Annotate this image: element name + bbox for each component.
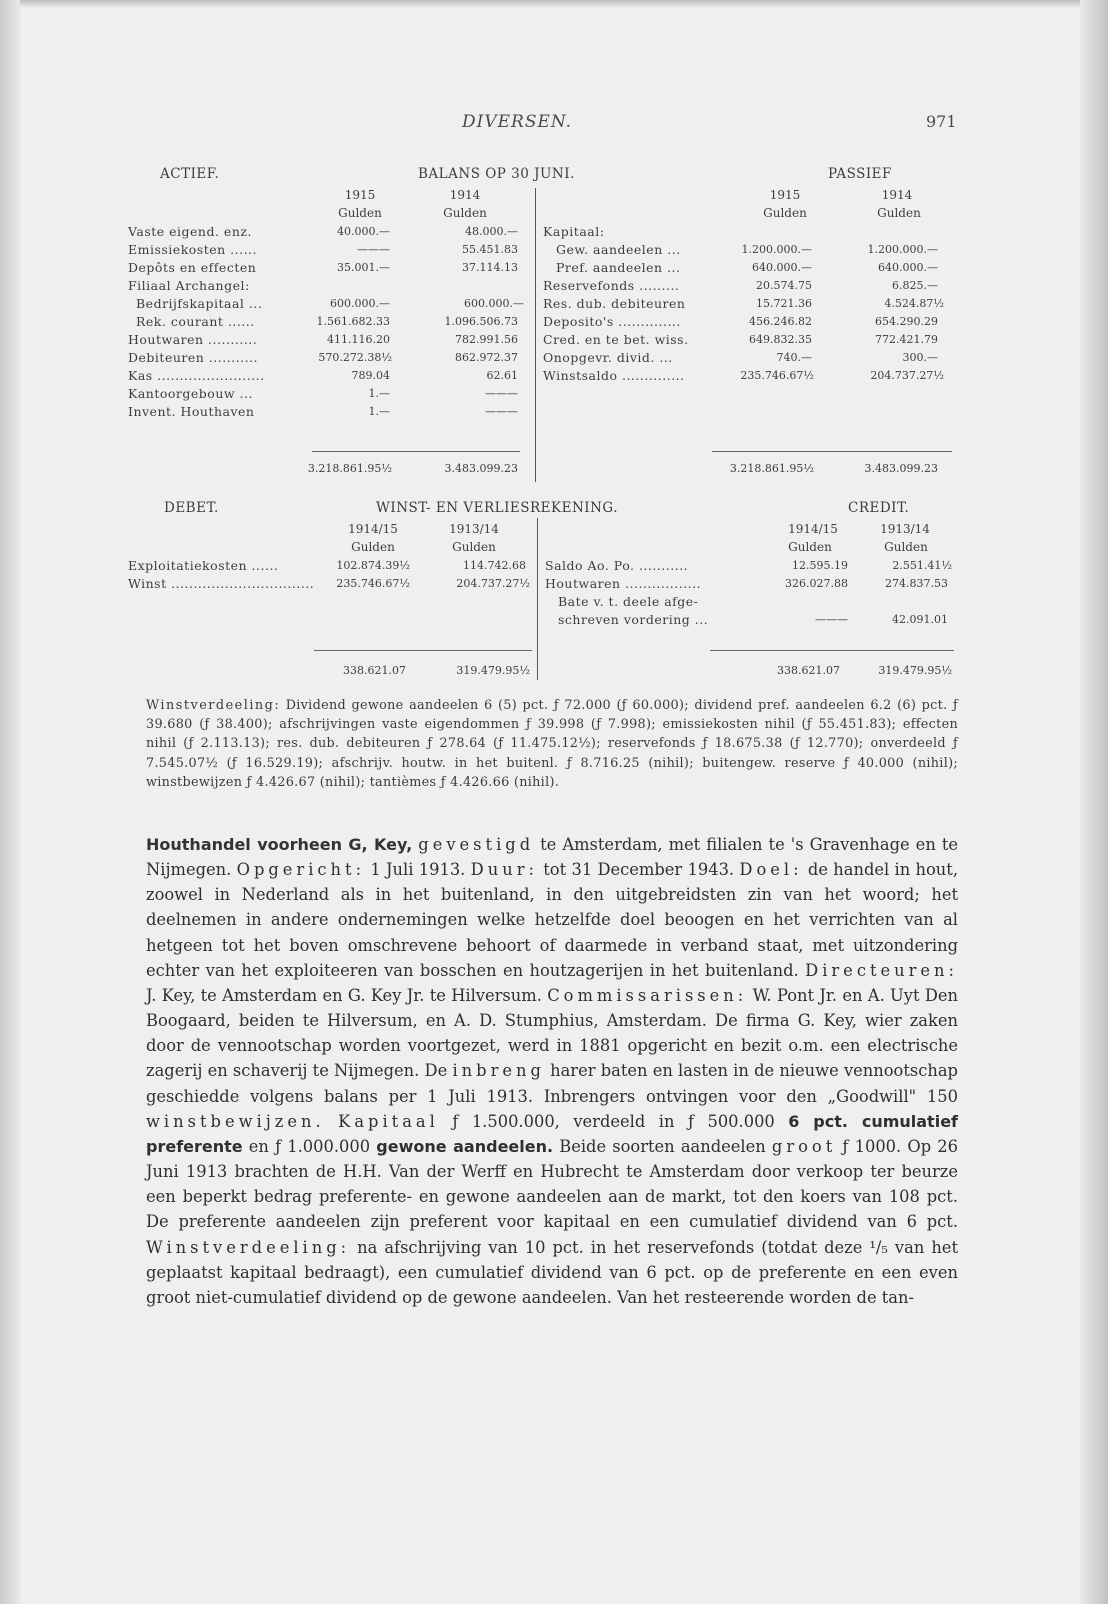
actief-row-1914: 48.000.— [465,225,518,238]
debet-col-unit-b: Gulden [452,540,496,554]
actief-row-1914: 862.972.37 [455,351,518,364]
actief-row-label: Invent. Houthaven [128,404,255,419]
debet-row-label: Winst ................................ [128,576,315,591]
page-top-edge [0,0,1108,8]
passief-total-1915: 3.218.861.95½ [729,462,814,475]
credit-row-a: 12.595.19 [792,559,848,572]
passief-row-1915: 15.721.36 [756,297,812,310]
credit-row-b: 42.091.01 [892,613,948,626]
passief-row-label: Onopgevr. divid. ... [543,350,673,365]
text-segment: tot 31 December 1943. [537,860,740,880]
keyword-commissarissen: Commissarissen: [547,985,748,1005]
actief-row-label: Filiaal Archangel: [128,278,250,293]
passief-row-1915: 740.— [776,351,812,364]
keyword-inbreng: inbreng [452,1061,545,1081]
running-head [0,112,1108,136]
actief-col-unit-1914: Gulden [443,206,487,220]
passief-col-year-1915: 1915 [769,188,801,202]
text-segment: 1 Juli 1913. [365,860,471,880]
actief-col-unit-1915: Gulden [338,206,382,220]
text-segment: harer baten en lasten in de nieuwe vennootschap geschiedde volgens balans per 1 Juli 1913. Inbrengers ontvingen voor den „Goodwill" 150 [146,1061,958,1106]
debet-row-a: 102.874.39½ [336,559,410,572]
page-left-edge [0,0,20,1604]
keyword-kapitaal: Kapitaal [338,1111,439,1131]
debet-total-b: 319.479.95½ [456,664,530,677]
debet-row-b: 204.737.27½ [456,577,530,590]
actief-row-label: Emissiekosten ...... [128,242,258,257]
text-segment: W. Pont Jr. en A. Uyt Den Boogaard, beiden te Hilversum, en A. D. Stumphius, Amsterdam. De firma G. Key, wier zaken door de vennootschap worden voortgezet, werd in 1881 opgericht en bezit o.m. een electrische zagerij en schaverij te Nijmegen. De [146,985,958,1081]
actief-row-label: Bedrijfskapitaal ... [136,296,263,311]
credit-col-unit-b: Gulden [884,540,928,554]
credit-row-b: 274.837.53 [885,577,948,590]
actief-row-label: Vaste eigend. enz. [128,224,252,239]
actief-row-1914: 55.451.83 [462,243,518,256]
actief-row-1915: 35.001.— [337,261,390,274]
actief-row-label: Kas ........................ [128,368,265,383]
passief-row-1915: 1.200.000.— [741,243,812,256]
keyword-winstbewijzen: winstbewijzen. [146,1111,325,1131]
credit-col-year-b: 1913/14 [880,522,930,536]
bold-gewone: gewone aandeelen. [376,1136,554,1156]
debet-total-a: 338.621.07 [343,664,406,677]
passief-row-1914: 654.290.29 [875,315,938,328]
actief-row-1914: 62.61 [486,369,518,382]
keyword-directeuren: Directeuren: [805,960,958,980]
credit-row-label: Houtwaren ................. [545,576,702,591]
actief-total-rule [312,451,520,452]
company-entry [146,832,958,1310]
text-segment: de handel in hout, zoowel in Nederland als in het buitenland, in den uitgebreidsten zin van het woord; het deelnemen in andere ondernemingen welke hetzelfde doel beoogen en het verrichten van al hetgeen tot het boven omschrevene behoort of daarmede in verband staat, met uitzondering echter van het exploiteeren van bosschen en houtzagerijen in het buitenland. [146,860,958,980]
passief-col-year-1914: 1914 [881,188,913,202]
passief-row-1915: 20.574.75 [756,279,812,292]
passief-row-1915: 640.000.— [752,261,812,274]
profit-loss-divider [537,518,538,680]
keyword-winstverdeeling: Winstverdeeling: [146,1237,351,1257]
actief-col-year-1914: 1914 [449,188,481,202]
note-label: Winstverdeeling: [146,698,281,713]
actief-row-1914: ——— [485,387,518,400]
credit-col-unit-a: Gulden [788,540,832,554]
credit-row-label: Saldo Ao. Po. ........... [545,558,689,573]
actief-row-1915: 411.116.20 [327,333,390,346]
credit-heading: CREDIT. [848,500,910,516]
actief-row-label: Kantoorgebouw ... [128,386,253,401]
balance-title: BALANS OP 30 JUNI. [418,166,575,182]
page-right-edge [1080,0,1108,1604]
bold-preferente: 6 pct. cumulatief preferente [146,1111,959,1156]
credit-row-label: Bate v. t. deele afge- [558,594,699,609]
debet-heading: DEBET. [164,500,219,516]
debet-row-a: 235.746.67½ [336,577,410,590]
actief-heading: ACTIEF. [160,166,220,182]
actief-total-1914: 3.483.099.23 [444,462,518,475]
actief-row-1915: 1.561.682.33 [316,315,390,328]
text-segment: ƒ 1000. Op 26 Juni 1913 brachten de H.H. Van der Werff en Hubrecht te Amsterdam door verkoop ter beurze een beperkt bedrag preferente- en gewone aandeelen aan de markt, tot den koers van 108 pct. De preferente aandeelen zijn preferent voor kapitaal en een cumulatief dividend van 6 pct. [146,1136,958,1232]
debet-total-rule [314,650,532,651]
passief-row-label: Reservefonds ......... [543,278,680,293]
actief-row-1915: 1.— [368,405,390,418]
passief-row-1914: 772.421.79 [875,333,938,346]
credit-row-b: 2.551.41½ [892,559,952,572]
text-segment: ƒ 1.500.000, verdeeld in ƒ 500.000 [438,1111,789,1131]
passief-row-label: Kapitaal: [543,224,605,239]
passief-row-label: Winstsaldo .............. [543,368,685,383]
passief-heading: PASSIEF [828,166,892,182]
actief-row-1914: 600.000.— [464,297,524,310]
passief-row-label: Gew. aandeelen ... [556,242,681,257]
keyword-duur: Duur: [470,860,538,880]
actief-row-1915: 570.272.38½ [318,351,392,364]
passief-col-unit-1914: Gulden [877,206,921,220]
actief-col-year-1915: 1915 [344,188,376,202]
credit-total-b: 319.479.95½ [878,664,952,677]
actief-row-label: Debiteuren ........... [128,350,258,365]
profit-distribution-note [146,696,958,792]
passief-row-1914: 1.200.000.— [867,243,938,256]
credit-col-year-a: 1914/15 [788,522,838,536]
passief-row-label: Pref. aandeelen ... [556,260,681,275]
passief-row-1914: 204.737.27½ [870,369,944,382]
keyword-doel: Doel: [739,860,803,880]
actief-row-1914: 782.991.56 [455,333,518,346]
text-segment: Beide soorten aandeelen [553,1136,772,1156]
passief-row-label: Deposito's .............. [543,314,681,329]
passief-total-rule [712,451,952,452]
balance-divider [535,188,536,482]
debet-row-label: Exploitatiekosten ...... [128,558,279,573]
running-title: DIVERSEN. [462,112,573,132]
debet-col-year-b: 1913/14 [449,522,499,536]
passief-row-label: Res. dub. debiteuren [543,296,686,311]
debet-col-year-a: 1914/15 [348,522,398,536]
actief-row-1914: 1.096.506.73 [444,315,518,328]
actief-total-1915: 3.218.861.95½ [307,462,392,475]
debet-row-b: 114.742.68 [463,559,526,572]
credit-row-label: schreven vordering ... [558,612,709,627]
actief-row-label: Depôts en effecten [128,260,257,275]
profit-loss-title: WINST- EN VERLIESREKENING. [376,500,619,516]
keyword-gevestigd: gevestigd [418,835,535,854]
passief-row-1914: 6.825.— [892,279,938,292]
actief-row-1915: 789.04 [351,369,390,382]
actief-row-1915: 1.— [368,387,390,400]
passief-row-1914: 640.000.— [878,261,938,274]
actief-row-1914: ——— [485,405,518,418]
page-number: 971 [926,112,957,131]
passief-row-1914: 300.— [902,351,938,364]
passief-row-1915: 649.832.35 [749,333,812,346]
credit-total-a: 338.621.07 [777,664,840,677]
keyword-groot: groot [771,1136,837,1156]
credit-total-rule [710,650,954,651]
actief-row-1915: 40.000.— [337,225,390,238]
actief-row-label: Rek. courant ...... [136,314,255,329]
text-segment: en ƒ 1.000.000 [242,1136,377,1156]
passief-col-unit-1915: Gulden [763,206,807,220]
passief-total-1914: 3.483.099.23 [864,462,938,475]
credit-row-a: ——— [815,613,848,626]
keyword-opgericht: Opgericht: [236,860,366,880]
passief-row-1915: 235.746.67½ [740,369,814,382]
actief-row-1915: 600.000.— [330,297,390,310]
text-segment: J. Key, te Amsterdam en G. Key Jr. te Hilversum. [146,985,548,1005]
actief-row-1914: 37.114.13 [462,261,518,274]
text-segment [325,1112,339,1131]
actief-row-label: Houtwaren ........... [128,332,258,347]
text-segment: na afschrijving van 10 pct. in het reservefonds (totdat deze ¹/₅ van het geplaatst kapitaal bedraagt), een cumulatief dividend van 6 pct. op de preferente en een even groot niet-cumulatief dividend op de gewone aandeelen. Van het resteerende worden de tan- [146,1237,958,1307]
credit-row-a: 326.027.88 [785,577,848,590]
passief-row-label: Cred. en te bet. wiss. [543,332,689,347]
note-text: Dividend gewone aandeelen 6 (5) pct. ƒ 72.000 (ƒ 60.000); dividend pref. aandeelen 6.2 (6) pct. ƒ 39.680 (ƒ 38.400); afschrijvingen vaste eigendommen ƒ 39.998 (ƒ 7.998); emissiekosten nihil (ƒ 55.451.83); effecten nihil (ƒ 2.113.13); res. dub. debiteuren ƒ 278.64 (ƒ 11.475.12½); reservefonds ƒ 18.675.38 (ƒ 12.770); onverdeeld ƒ 7.545.07½ (ƒ 16.529.19); afschrijv. houtw. in het buitenl. ƒ 8.716.25 (nihil); buitengew. reserve ƒ 40.000 (nihil); winstbewijzen ƒ 4.426.67 (nihil); tantièmes ƒ 4.426.66 (nihil). [146,698,958,790]
text-segment: te Amsterdam, met filialen te 's Gravenhage en te Nijmegen. [146,835,958,880]
company-name: Houthandel voorheen G, Key, [146,835,413,854]
passief-row-1914: 4.524.87½ [884,297,944,310]
debet-col-unit-a: Gulden [351,540,395,554]
passief-row-1915: 456.246.82 [749,315,812,328]
actief-row-1915: ——— [357,243,390,256]
